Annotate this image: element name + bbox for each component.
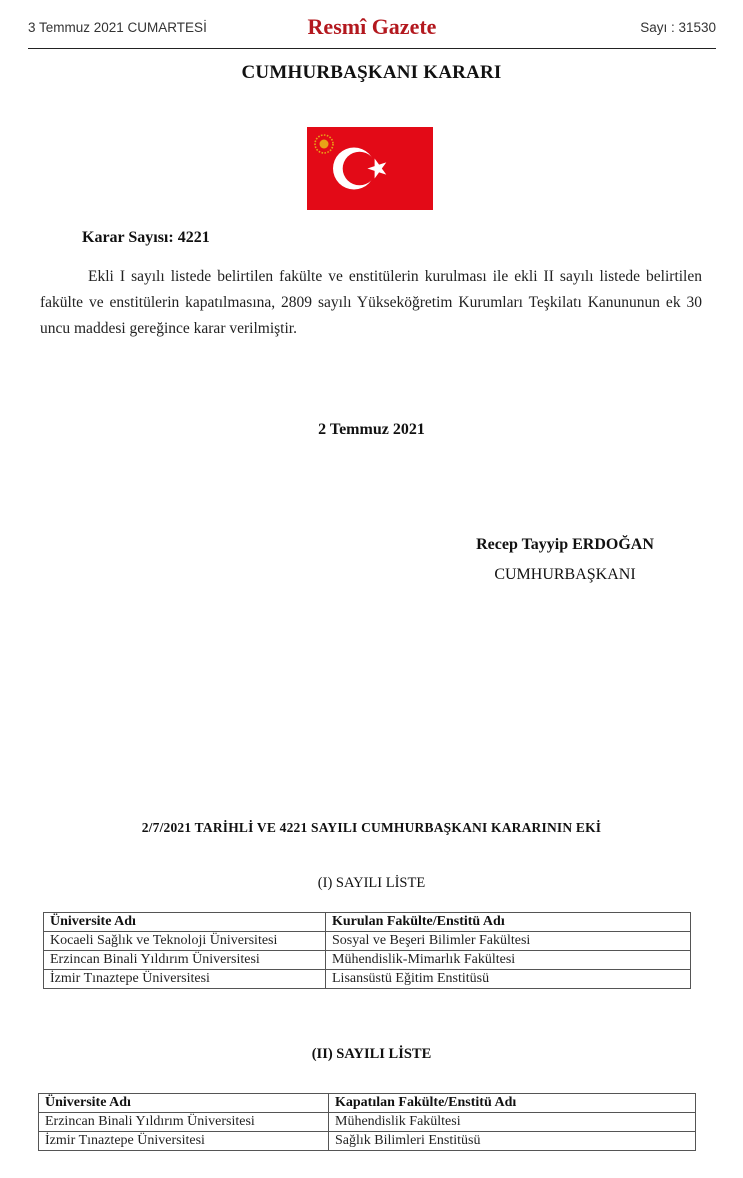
closed-units-table (38, 1093, 696, 1151)
table-row (39, 1113, 696, 1132)
faculty-cell: Lisansüstü Eğitim Enstitüsü (326, 970, 691, 989)
university-cell: Erzincan Binali Yıldırım Üniversitesi (39, 1113, 329, 1132)
faculty-cell: Sosyal ve Beşeri Bilimler Fakültesi (326, 932, 691, 951)
table-row (44, 970, 691, 989)
table-header-row (44, 913, 691, 932)
university-cell: Kocaeli Sağlık ve Teknoloji Üniversitesi (44, 932, 326, 951)
decision-number: Karar Sayısı: 4221 (82, 229, 210, 246)
table-row (39, 1132, 696, 1151)
established-units-table (43, 912, 691, 989)
university-cell: Erzincan Binali Yıldırım Üniversitesi (44, 951, 326, 970)
column-header: Kapatılan Fakülte/Enstitü Adı (329, 1094, 696, 1113)
faculty-cell: Mühendislik Fakültesi (329, 1113, 696, 1132)
table-row (44, 951, 691, 970)
table-header-row (39, 1094, 696, 1113)
column-header: Üniversite Adı (44, 913, 326, 932)
annex-title: 2/7/2021 TARİHLİ VE 4221 SAYILI CUMHURBAŞKANI KARARININ EKİ (141, 820, 602, 835)
issue-date: 3 Temmuz 2021 CUMARTESİ (28, 20, 207, 35)
university-cell: İzmir Tınaztepe Üniversitesi (39, 1132, 329, 1151)
table-row (44, 932, 691, 951)
decision-body: Ekli I sayılı listede belirtilen fakülte ve enstitülerin kurulması ile ekli II sayılı listede belirtilen fakülte ve enstitülerin kapatılmasına, 2809 sayılı Yükseköğretim Kurumları Teşkilatı Kanununun ek 30 uncu maddesi gereğince karar verilmiştir. (40, 268, 702, 337)
faculty-cell: Mühendislik-Mimarlık Fakültesi (326, 951, 691, 970)
list-two-title: (II) SAYILI LİSTE (311, 1046, 432, 1062)
signer-name: Recep Tayyip ERDOĞAN (476, 536, 654, 553)
gazette-header (28, 0, 716, 49)
signer-title: CUMHURBAŞKANI (494, 566, 636, 583)
signature-date: 2 Temmuz 2021 (318, 421, 425, 438)
column-header: Üniversite Adı (39, 1094, 329, 1113)
faculty-cell: Sağlık Bilimleri Enstitüsü (329, 1132, 696, 1151)
document-title: CUMHURBAŞKANI KARARI (241, 62, 502, 83)
list-one-title: (I) SAYILI LİSTE (317, 875, 426, 891)
turkish-flag-icon (307, 127, 433, 210)
university-cell: İzmir Tınaztepe Üniversitesi (44, 970, 326, 989)
issue-number: Sayı : 31530 (640, 20, 716, 35)
column-header: Kurulan Fakülte/Enstitü Adı (326, 913, 691, 932)
gazette-brand: Resmî Gazete (307, 14, 437, 39)
